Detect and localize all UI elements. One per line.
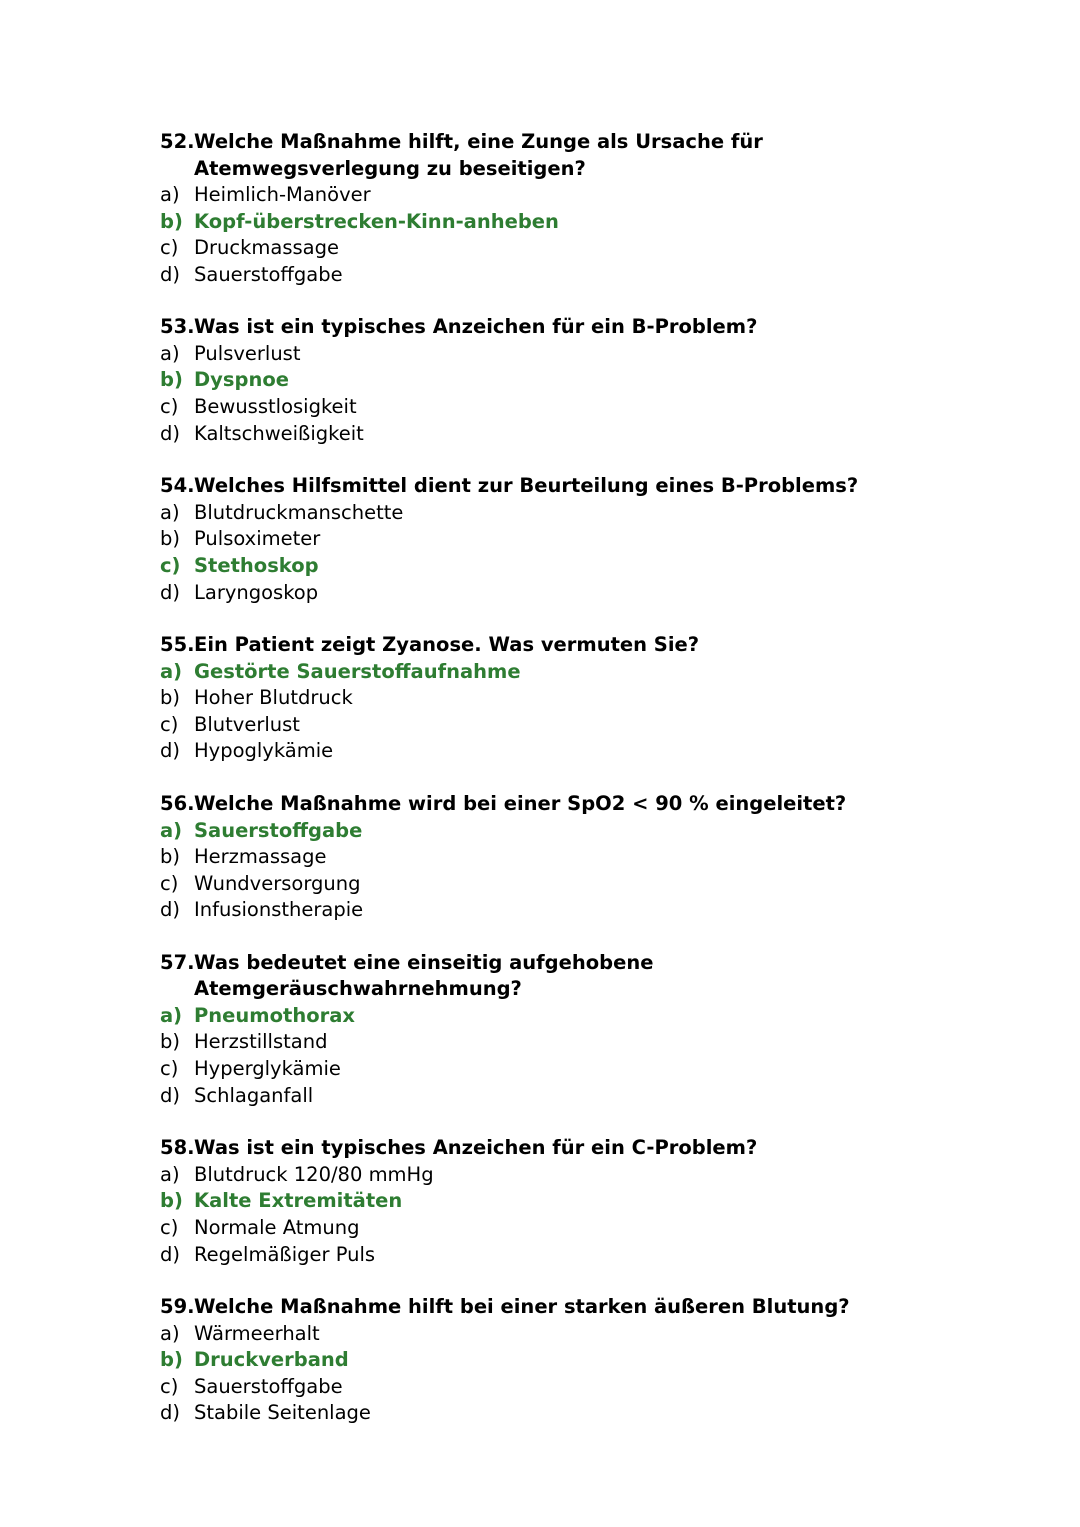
answer-text: Kalte Extremitäten [194, 1189, 403, 1213]
answer-option-b-correct [160, 367, 950, 394]
answer-option-d [160, 897, 950, 924]
answer-text: Wärmeerhalt [194, 1321, 320, 1345]
question-text: Was ist ein typisches Anzeichen für ein B-Problem? [194, 315, 758, 339]
answer-letter: a) [160, 1321, 180, 1345]
question-text: Welches Hilfsmittel dient zur Beurteilung eines B-Problems? [194, 474, 859, 498]
question-number: 58. [160, 1136, 195, 1160]
answer-text: Herzmassage [194, 845, 327, 869]
question-57 [160, 950, 950, 1109]
question-text: Was ist ein typisches Anzeichen für ein C-Problem? [194, 1136, 758, 1160]
answer-letter: b) [160, 1348, 183, 1372]
answer-letter: b) [160, 845, 180, 869]
question-heading [160, 314, 950, 341]
answer-text: Stethoskop [194, 553, 319, 577]
question-heading [160, 1135, 950, 1162]
answer-letter: d) [160, 262, 180, 286]
question-52 [160, 129, 950, 288]
answer-text: Kopf-überstrecken-Kinn-anheben [194, 209, 559, 233]
question-text: Welche Maßnahme hilft, eine Zunge als Ursache für Atemwegsverlegung zu beseitigen? [194, 130, 763, 180]
answer-option-d [160, 1400, 950, 1427]
question-number: 52. [160, 130, 195, 153]
answer-letter: a) [160, 659, 183, 683]
answer-letter: c) [160, 553, 181, 577]
answer-letter: c) [160, 1215, 179, 1239]
answer-text: Dyspnoe [194, 368, 289, 392]
answer-letter: d) [160, 1401, 180, 1425]
answer-option-b-correct [160, 209, 950, 236]
answer-text: Sauerstoffgabe [194, 1374, 343, 1398]
answer-option-d [160, 1242, 950, 1269]
answer-text: Pulsverlust [194, 341, 301, 365]
question-number: 57. [160, 950, 195, 974]
answer-text: Blutverlust [194, 712, 300, 736]
answer-text: Gestörte Sauerstoffaufnahme [194, 659, 521, 683]
answer-letter: b) [160, 1189, 183, 1213]
answer-letter: d) [160, 580, 180, 604]
answer-letter: b) [160, 527, 180, 551]
answer-letter: a) [160, 500, 180, 524]
answer-letter: c) [160, 712, 179, 736]
question-56 [160, 791, 950, 924]
quiz-document [160, 129, 950, 1453]
answer-option-c [160, 1215, 950, 1242]
answer-option-a-correct [160, 818, 950, 845]
answer-letter: d) [160, 1242, 180, 1266]
question-number: 53. [160, 315, 195, 339]
answer-option-d [160, 262, 950, 289]
question-number: 59. [160, 1295, 195, 1319]
answer-option-b [160, 1029, 950, 1056]
answer-option-a [160, 341, 950, 368]
answer-option-a [160, 1321, 950, 1348]
answer-option-a-correct [160, 659, 950, 686]
answer-letter: a) [160, 341, 180, 365]
answer-text: Druckmassage [194, 236, 339, 260]
answer-text: Wundversorgung [194, 871, 361, 895]
answer-text: Laryngoskop [194, 580, 319, 604]
answer-text: Sauerstoffgabe [194, 262, 343, 286]
answer-option-b-correct [160, 1347, 950, 1374]
answer-letter: a) [160, 183, 180, 206]
answer-text: Druckverband [194, 1348, 349, 1372]
answer-option-c [160, 871, 950, 898]
question-text: Ein Patient zeigt Zyanose. Was vermuten Sie? [194, 633, 700, 657]
answer-text: Pulsoximeter [194, 527, 321, 551]
answer-option-b [160, 685, 950, 712]
answer-text: Schlaganfall [194, 1083, 314, 1107]
answer-option-c-correct [160, 553, 950, 580]
answer-letter: b) [160, 209, 183, 233]
answer-option-c [160, 1056, 950, 1083]
answer-text: Stabile Seitenlage [194, 1401, 371, 1425]
answer-option-b-correct [160, 1188, 950, 1215]
answer-option-d [160, 421, 950, 448]
answer-option-d [160, 738, 950, 765]
answer-text: Kaltschweißigkeit [194, 421, 364, 445]
answer-text: Heimlich-Manöver [194, 183, 371, 206]
answer-letter: a) [160, 1003, 183, 1027]
answer-letter: b) [160, 686, 180, 710]
answer-option-a-correct [160, 1003, 950, 1030]
answer-option-c [160, 235, 950, 262]
answer-letter: a) [160, 818, 183, 842]
answer-letter: d) [160, 421, 180, 445]
answer-letter: c) [160, 236, 179, 260]
answer-text: Hypoglykämie [194, 739, 334, 763]
answer-text: Herzstillstand [194, 1030, 328, 1054]
question-text: Welche Maßnahme wird bei einer SpO2 < 90 % eingeleitet? [194, 792, 847, 815]
answer-letter: c) [160, 871, 179, 895]
answer-letter: c) [160, 395, 179, 419]
question-58 [160, 1135, 950, 1268]
question-53 [160, 314, 950, 447]
question-heading [160, 791, 950, 818]
answer-text: Normale Atmung [194, 1215, 360, 1239]
question-55 [160, 632, 950, 765]
answer-letter: b) [160, 368, 183, 392]
answer-option-d [160, 1083, 950, 1110]
answer-text: Blutdruck 120/80 mmHg [194, 1162, 434, 1186]
answer-text: Hoher Blutdruck [194, 686, 353, 710]
answer-text: Blutdruckmanschette [194, 500, 404, 524]
answer-option-c [160, 712, 950, 739]
question-heading [160, 129, 950, 182]
answer-option-a [160, 1162, 950, 1189]
answer-option-b [160, 526, 950, 553]
question-heading [160, 1294, 950, 1321]
question-heading [160, 632, 950, 659]
answer-text: Regelmäßiger Puls [194, 1242, 376, 1266]
question-number: 55. [160, 633, 195, 657]
answer-letter: b) [160, 1030, 180, 1054]
answer-option-c [160, 1374, 950, 1401]
question-number: 56. [160, 792, 195, 815]
question-heading [160, 473, 950, 500]
answer-option-a [160, 182, 950, 209]
question-text: Was bedeutet eine einseitig aufgehobene Atemgeräuschwahrnehmung? [194, 950, 654, 1001]
question-text: Welche Maßnahme hilft bei einer starken äußeren Blutung? [194, 1295, 850, 1319]
answer-letter: a) [160, 1162, 180, 1186]
answer-text: Sauerstoffgabe [194, 818, 363, 842]
answer-text: Bewusstlosigkeit [194, 395, 357, 419]
answer-text: Infusionstherapie [194, 898, 364, 922]
answer-letter: c) [160, 1057, 179, 1081]
answer-option-d [160, 580, 950, 607]
answer-letter: d) [160, 1083, 180, 1107]
answer-text: Pneumothorax [194, 1003, 355, 1027]
question-number: 54. [160, 474, 195, 498]
answer-text: Hyperglykämie [194, 1057, 341, 1081]
answer-option-b [160, 844, 950, 871]
question-59 [160, 1294, 950, 1427]
answer-option-c [160, 394, 950, 421]
answer-option-a [160, 500, 950, 527]
answer-letter: d) [160, 739, 180, 763]
question-heading [160, 950, 950, 1003]
question-54 [160, 473, 950, 606]
answer-letter: d) [160, 898, 180, 922]
answer-letter: c) [160, 1374, 179, 1398]
